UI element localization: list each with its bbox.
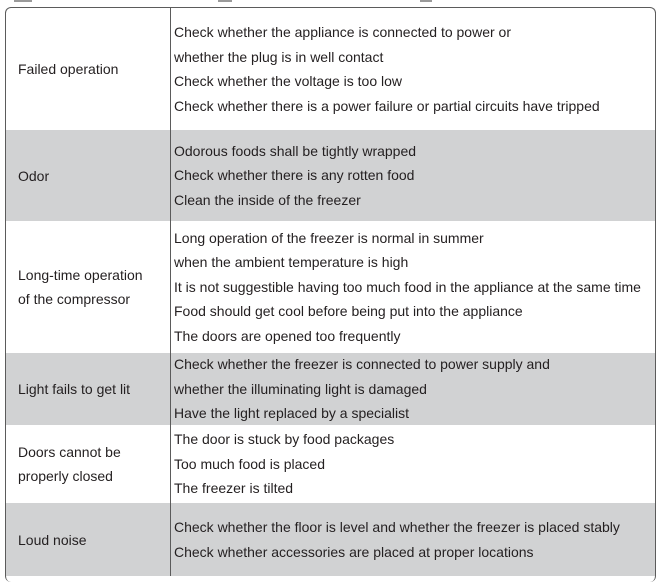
table-row <box>6 425 655 503</box>
problem-label: Loud noise <box>18 531 87 548</box>
problem-cell <box>6 353 171 425</box>
table-row <box>6 221 655 353</box>
solution-line: whether the plug is in well contact <box>174 48 384 65</box>
solution-cell <box>171 353 655 425</box>
solution-line: Have the light replaced by a specialist <box>174 405 410 422</box>
solution-line: Check whether the freezer is connected to power supply and <box>174 356 550 373</box>
solution-cell <box>171 8 655 130</box>
table-row <box>6 503 655 576</box>
problem-cell <box>6 130 171 221</box>
solution-line: Food should get cool before being put into the appliance <box>174 303 523 320</box>
solution-line: The doors are opened too frequently <box>174 327 401 344</box>
solution-line: Too much food is placed <box>174 455 325 472</box>
solution-line: when the ambient temperature is high <box>174 254 409 271</box>
table-row <box>6 353 655 425</box>
solution-cell <box>171 221 655 353</box>
problem-cell <box>6 8 171 130</box>
problem-cell <box>6 425 171 503</box>
table-row <box>6 130 655 221</box>
solution-line: It is not suggestible having too much food in the appliance at the same time <box>174 278 641 295</box>
solution-line: Check whether the appliance is connected to power or <box>174 24 511 40</box>
cropped-previous-page-edge <box>0 0 660 4</box>
solution-line: The door is stuck by food packages <box>174 431 395 448</box>
problem-label: Failed operation <box>18 61 119 77</box>
problem-cell <box>6 221 171 353</box>
table-row <box>6 8 655 130</box>
problem-label: Light fails to get lit <box>18 381 131 397</box>
solution-line: Check whether there is any rotten food <box>174 167 415 184</box>
solution-cell <box>171 130 655 221</box>
problem-label: Doors cannot be properly closed <box>18 444 121 484</box>
solution-line: Check whether the floor is level and whether the freezer is placed stably <box>174 519 620 535</box>
solution-cell <box>171 425 655 503</box>
solution-cell <box>171 503 655 576</box>
solution-line: Odorous foods shall be tightly wrapped <box>174 142 417 159</box>
problem-cell <box>6 503 171 576</box>
problem-label: Odor <box>18 167 50 184</box>
solution-line: Clean the inside of the freezer <box>174 191 361 208</box>
solution-line: Check whether the voltage is too low <box>174 73 403 89</box>
solution-line: Check whether accessories are placed at proper locations <box>174 543 534 560</box>
solution-line: Check whether there is a power failure or partial circuits have tripped <box>174 97 600 114</box>
problem-label: Long-time operation of the compressor <box>18 267 143 307</box>
troubleshooting-table <box>5 7 656 582</box>
solution-line: The freezer is tilted <box>174 480 294 497</box>
solution-line: whether the illuminating light is damaged <box>174 380 427 397</box>
solution-line: Long operation of the freezer is normal in summer <box>174 229 484 246</box>
